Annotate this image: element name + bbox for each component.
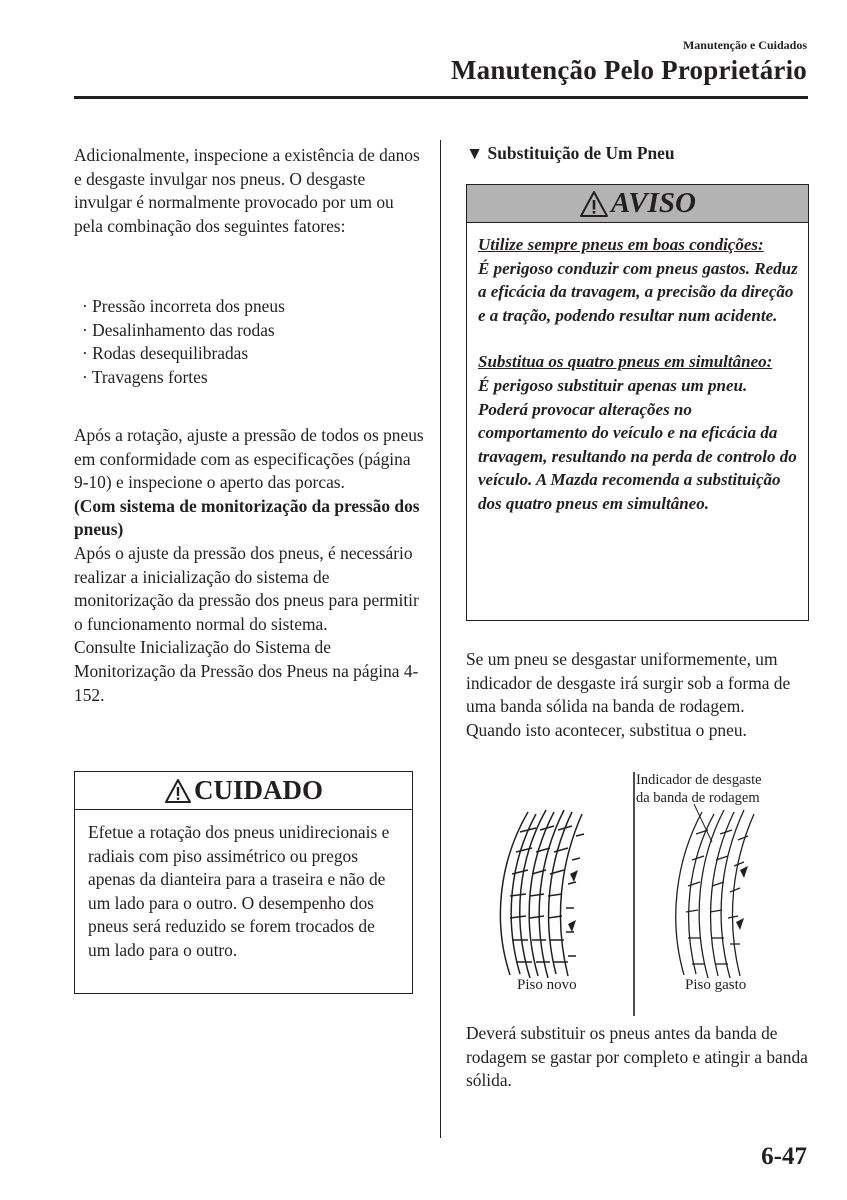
wear-factors-list — [74, 295, 424, 389]
warning-triangle-icon — [579, 190, 609, 218]
tpms-heading: (Com sistema de monitorização da pressão dos pneus) — [74, 495, 420, 540]
intro-paragraph: Adicionalmente, inspecione a existência de danos e desgaste invulgar nos pneus. O desgaste invulgar é normalmente provocado por um ou pela combinação dos seguintes fatores: — [74, 145, 420, 236]
section-heading: ▼ Substituição de Um Pneu — [466, 143, 675, 163]
warning-box — [466, 184, 809, 621]
warning-header — [467, 185, 808, 223]
page-number: 6-47 — [761, 1143, 807, 1170]
wear-section — [466, 648, 808, 742]
caution-title: CUIDADO — [193, 775, 323, 805]
list-item: · Desalinhamento das rodas — [82, 319, 275, 340]
caution-triangle-icon — [164, 778, 192, 804]
replace-paragraph: Quando isto acontecer, substitua o pneu. — [466, 719, 747, 740]
warning-title: AVISO — [611, 187, 696, 219]
column-divider — [440, 140, 441, 1138]
final-paragraph: Deverá substituir os pneus antes da banda de rodagem se gastar por completo e atingir a banda sólida. — [466, 1023, 808, 1091]
callout-line: da banda de rodagem — [636, 790, 760, 806]
warning-item-text: É perigoso conduzir com pneus gastos. Reduz a eficácia da travagem, a precisão da direção e a tração, podendo resultar num acidente. — [478, 258, 798, 325]
wear-paragraph: Se um pneu se desgastar uniformemente, um indicador de desgaste irá surgir sob a forma de uma banda sólida na banda de rodagem. — [466, 649, 791, 717]
caution-text: Efetue a rotação dos pneus unidirecionais e radiais com piso assimétrico ou pregos apenas da dianteira para a traseira e não de um lado para o outro. O desempenho dos pneus será reduzido se forem trocados de um lado para o outro. — [88, 822, 390, 960]
page-title: Manutenção Pelo Proprietário — [450, 55, 807, 85]
caution-header — [75, 772, 412, 810]
caption-new-tread: Piso novo — [517, 977, 577, 993]
warning-item-text: É perigoso substituir apenas um pneu. Poderá provocar alterações no comportamento do veículo e na eficácia da travagem, resultando na perda de controlo do veículo. A Mazda recomenda a substituição dos quatro pneus em simultâneo. — [478, 375, 797, 513]
warning-item-title: Substitua os quatro pneus em simultâneo: — [478, 352, 773, 372]
warning-item-title: Utilize sempre pneus em boas condições: — [478, 235, 764, 254]
list-item: · Rodas desequilibradas — [82, 343, 249, 364]
caution-box — [74, 771, 413, 994]
header-rule — [74, 96, 808, 99]
rotation-section — [74, 424, 424, 707]
chapter-name: Manutenção e Cuidados — [682, 38, 807, 52]
warning-text — [467, 223, 808, 516]
reference-paragraph: Consulte Inicialização do Sistema de Monitorização da Pressão dos Pneus na página 4-152. — [74, 637, 419, 705]
list-item: · Pressão incorreta dos pneus — [82, 296, 285, 316]
rotation-paragraph: Após a rotação, ajuste a pressão de todos os pneus em conformidade com as especificações (página 9-10) e inspecione o aperto das porcas. — [74, 425, 424, 493]
list-item: · Travagens fortes — [82, 366, 208, 387]
caption-worn-tread: Piso gasto — [685, 977, 747, 993]
wear-indicator-callout — [636, 771, 762, 807]
tpms-paragraph: Após o ajuste da pressão dos pneus, é necessário realizar a inicialização do sistema de monitorização da pressão dos pneus para permitir o funcionamento normal do sistema. — [74, 542, 419, 634]
callout-line: Indicador de desgaste — [636, 772, 762, 788]
